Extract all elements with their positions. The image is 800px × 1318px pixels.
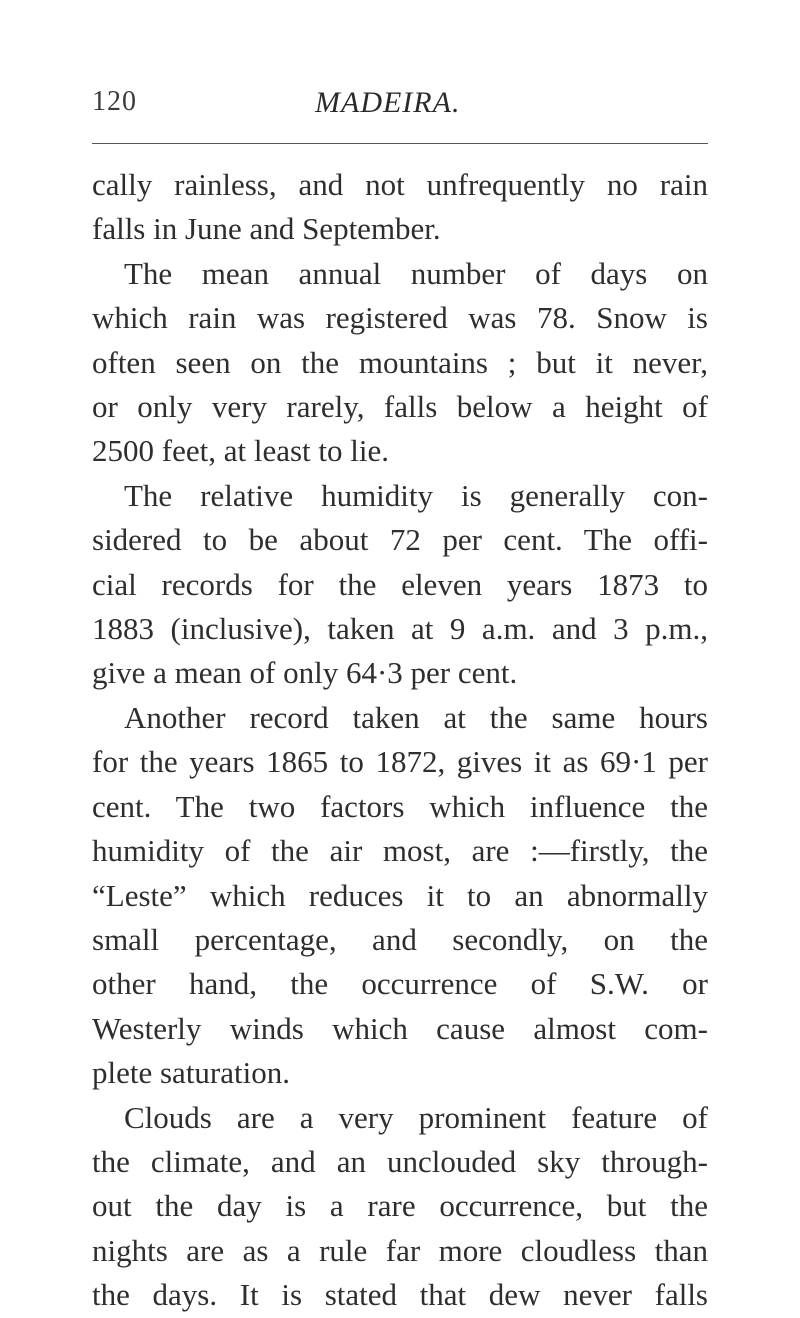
text-line: cent. The two factors which influence the [92, 788, 708, 824]
text-line: out the day is a rare occurrence, but the [92, 1188, 708, 1224]
text-line: falls in June and September. [92, 211, 441, 247]
text-line: cally rainless, and not unfrequently no rain [92, 167, 708, 202]
page-number: 120 [92, 86, 137, 117]
header-rule [92, 143, 708, 144]
body-text [92, 163, 708, 1318]
text-line: small percentage, and secondly, on the [92, 921, 708, 957]
text-line: sidered to be about 72 per cent. The offi- [92, 522, 708, 558]
text-line: Westerly winds which cause almost com- [92, 1010, 708, 1046]
text-line: give a mean of only 64·3 per cent. [92, 655, 518, 691]
text-line: 1883 (inclusive), taken at 9 a.m. and 3 p.m., [92, 611, 708, 647]
text-line: which rain was registered was 78. Snow is [92, 300, 708, 336]
text-line: the climate, and an unclouded sky through- [92, 1143, 708, 1179]
text-line: Clouds are a very prominent feature of [124, 1099, 708, 1135]
text-line: The mean annual number of days on [124, 255, 708, 291]
text-line: “Leste” which reduces it to an abnormally [92, 877, 708, 913]
text-line: often seen on the mountains ; but it never, [92, 344, 708, 380]
text-line: other hand, the occurrence of S.W. or [92, 966, 708, 1002]
text-line: Another record taken at the same hours [124, 699, 708, 735]
text-line: cial records for the eleven years 1873 to [92, 566, 708, 602]
text-line: 2500 feet, at least to lie. [92, 433, 389, 469]
running-head: MADEIRA. [315, 86, 461, 119]
text-line: or only very rarely, falls below a height of [92, 389, 708, 425]
text-line: plete saturation. [92, 1055, 290, 1091]
text-line: the days. It is stated that dew never falls [92, 1277, 708, 1313]
text-line: humidity of the air most, are :—firstly, the [92, 833, 708, 869]
text-line: nights are as a rule far more cloudless than [92, 1232, 708, 1268]
page-header [92, 86, 712, 126]
text-line: for the years 1865 to 1872, gives it as 69·1 per [92, 744, 708, 780]
text-line: The relative humidity is generally con- [124, 477, 708, 513]
